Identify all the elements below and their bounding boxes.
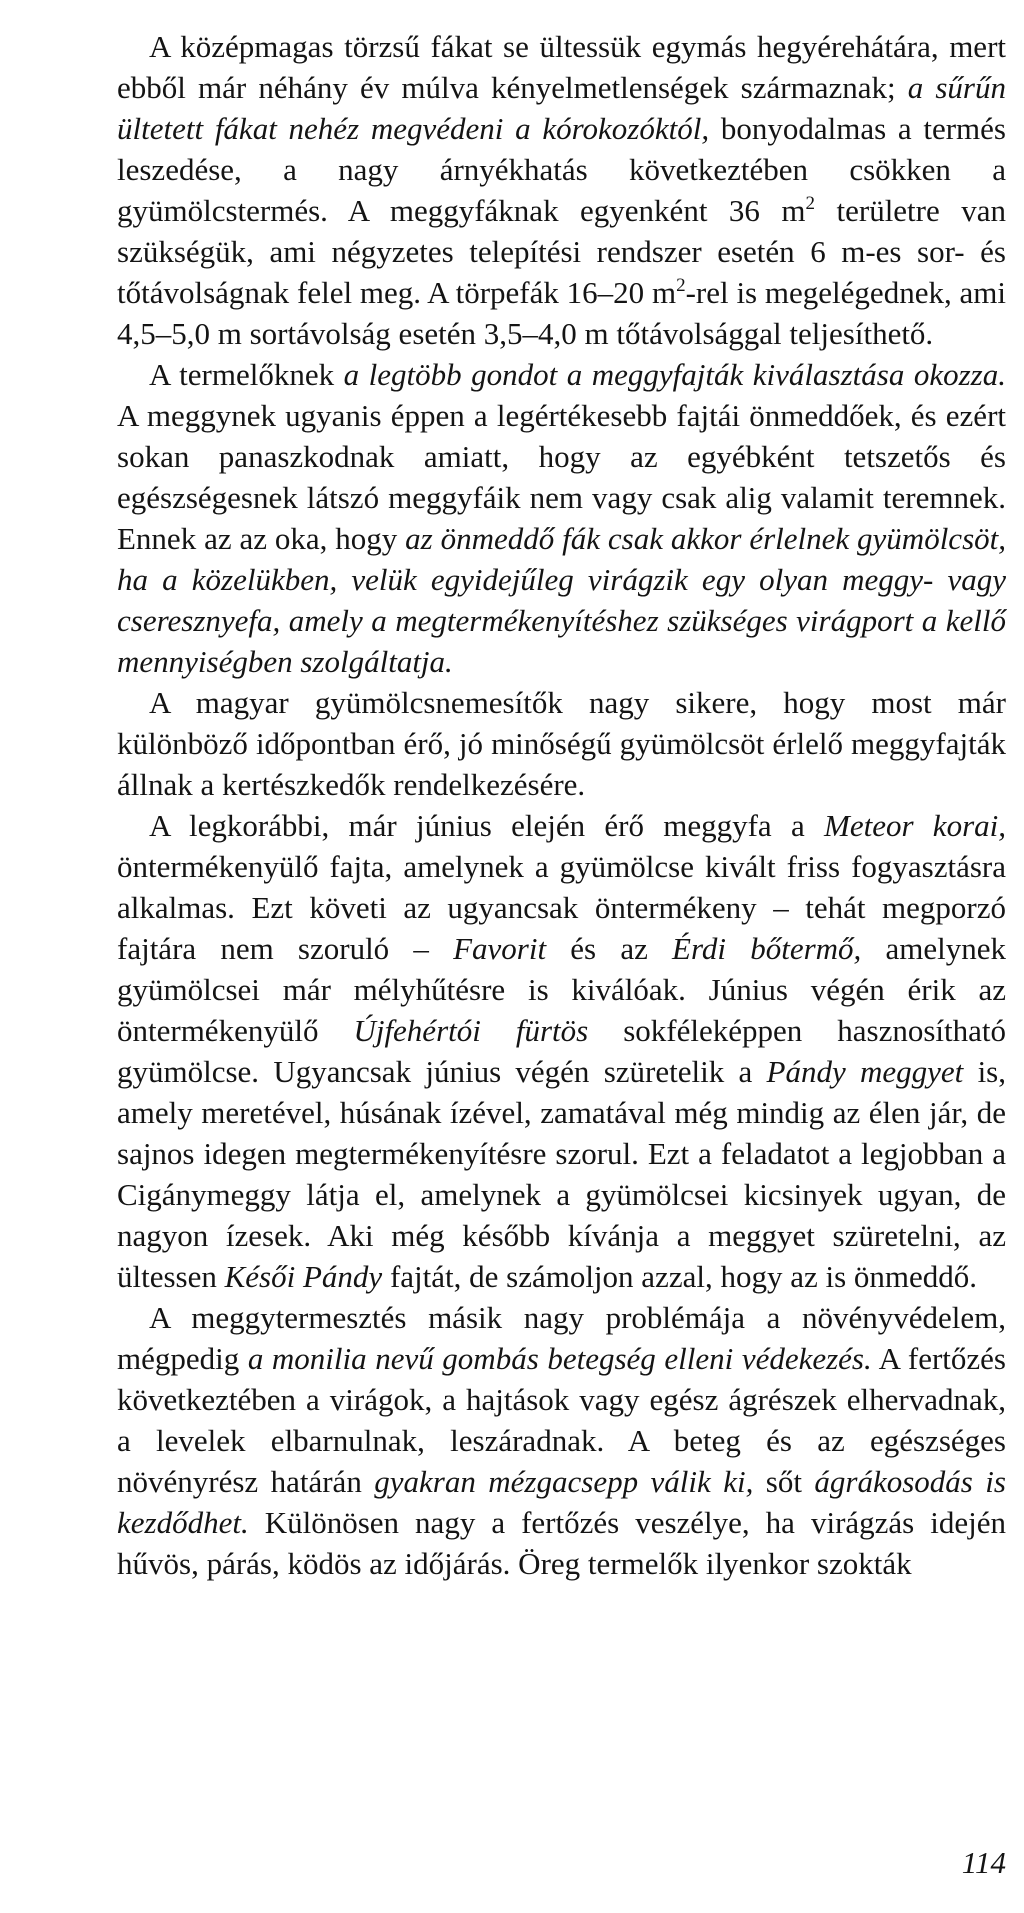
text-run: bonyodalmas a termés leszedése, a nagy árnyékhatás következtében csökken a gyümölcstermés. A meggyfáknak egyenként 36 m	[117, 111, 1006, 228]
text-run: A legkorábbi, már június elején érő meggyfa a	[149, 808, 825, 843]
superscript: 2	[676, 275, 686, 296]
paragraph-4	[117, 805, 1006, 1297]
italic-run: a legtöbb gondot a meggyfajták kiválasztása okozza.	[343, 357, 1006, 392]
text-run: amelynek gyümölcsei már mélyhűtésre is kiválóak. Június végén érik az öntermékenyülő	[117, 931, 1007, 1048]
italic-run: az önmeddő fák csak akkor érlelnek gyümölcsöt, ha a közelükben, velük egyidejűleg virágzik egy olyan meggy- vagy cseresznyefa, amely a megtermékenyítéshez szükséges virágport a kellő mennyiségben szolgáltatja.	[117, 521, 1006, 679]
paragraph-3	[117, 682, 1006, 805]
italic-run: a sűrűn ültetett fákat nehéz megvédeni a kórokozóktól,	[117, 70, 1006, 146]
italic-run: a monilia nevű gombás betegség elleni védekezés.	[247, 1341, 872, 1376]
book-page	[117, 26, 1006, 1584]
text-run: sokféleképpen hasznosítható gyümölcse. Ugyancsak június végén szüretelik a	[117, 1013, 1006, 1089]
text-run: és az	[546, 931, 673, 966]
italic-run: Késői Pándy	[224, 1259, 383, 1294]
italic-run: Újfehértói fürtös	[353, 1013, 589, 1048]
paragraph-1	[117, 26, 1006, 354]
text-run: is, amely meretével, húsának ízével, zamatával még mindig az élen jár, de sajnos idegen megtermékenyítésre szorul. Ezt a feladatot a legjobban a Cigánymeggy látja el, amelynek a gyümölcsei kicsinyek ugyan, de nagyon ízesek. Aki még később kívánja a meggyet szüretelni, az ültessen	[117, 1054, 1007, 1294]
italic-run: ágrákosodás is kezdődhet.	[117, 1464, 1006, 1540]
text-run: öntermékenyülő fajta, amelynek a gyümölcse kivált friss fogyasztásra alkalmas. Ezt követi az ugyancsak öntermékeny – tehát megporzó fajtára nem szoruló –	[117, 849, 1006, 966]
italic-run: Favorit	[453, 931, 547, 966]
italic-run: Érdi bőtermő,	[672, 931, 862, 966]
text-run: A magyar gyümölcsnemesítők nagy sikere, hogy most már különböző időpontban érő, jó minőségű gyümölcsöt érlelő meggyfajták állnak a kertészkedők rendelkezésére.	[117, 685, 1006, 802]
italic-run: gyakran mézgacsepp válik ki,	[374, 1464, 754, 1499]
text-run: A meggynek ugyanis éppen a legértékesebb fajtái önmeddőek, és ezért sokan panaszkodnak amiatt, hogy az egyébként tetszetős és egészségesnek látszó meggyfáik nem vagy csak alig valamit teremnek. Ennek az az oka, hogy	[117, 398, 1006, 556]
italic-run: Meteor korai,	[824, 808, 1006, 843]
text-run: sőt	[753, 1464, 815, 1499]
text-run: területre van szükségük, ami négyzetes telepítési rendszer esetén 6 m-es sor- és tőtávolságnak felel meg. A törpefák 16–20 m	[117, 193, 1006, 310]
page-number: 114	[961, 1845, 1006, 1880]
text-run: A fertőzés következtében a virágok, a hajtások vagy egész ágrészek elhervadnak, a levelek elbarnulnak, leszáradnak. A beteg és az egészséges növényrész határán	[117, 1341, 1006, 1499]
text-run: A meggytermesztés másik nagy problémája a növényvédelem, mégpedig	[117, 1300, 1006, 1376]
text-run: Különösen nagy a fertőzés veszélye, ha virágzás idején hűvös, párás, ködös az időjárás. Öreg termelők ilyenkor szokták	[117, 1505, 1006, 1581]
paragraph-5	[117, 1297, 1006, 1584]
superscript: 2	[805, 193, 816, 214]
text-run: -rel is megelégednek, ami 4,5–5,0 m sortávolság esetén 3,5–4,0 m tőtávolsággal teljesíthető.	[117, 275, 1006, 351]
text-run: A termelőknek	[149, 357, 344, 392]
paragraph-2	[117, 354, 1006, 682]
text-run: A középmagas törzsű fákat se ültessük egymás hegyérehátára, mert ebből már néhány év múlva kényelmetlenségek származnak;	[117, 29, 1006, 105]
text-run: fajtát, de számoljon azzal, hogy az is önmeddő.	[382, 1259, 978, 1294]
italic-run: Pándy meggyet	[766, 1054, 964, 1089]
